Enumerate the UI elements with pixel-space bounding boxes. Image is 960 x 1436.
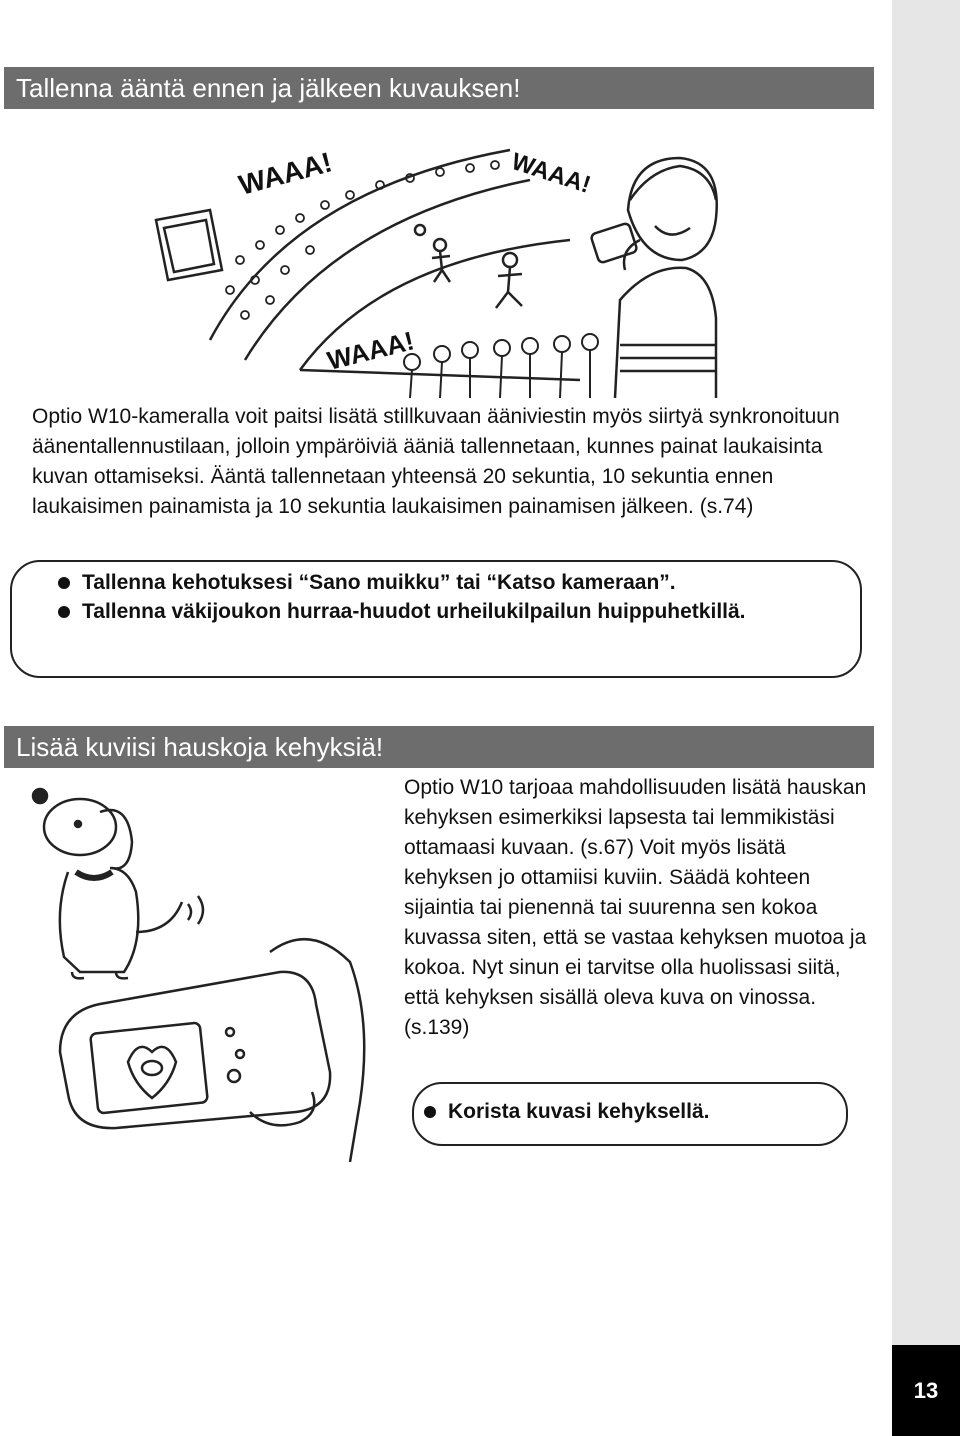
tip-text: Tallenna kehotuksesi “Sano muikku” tai “Katso kameraan”. xyxy=(82,571,676,594)
tip-text: Korista kuvasi kehyksellä. xyxy=(448,1100,710,1123)
dog-camera-frame-illustration xyxy=(20,772,390,1162)
section-heading-sound: Tallenna ääntä ennen ja jälkeen kuvauksen! xyxy=(4,67,874,109)
side-margin-strip xyxy=(892,0,960,1436)
tip-text: Tallenna väkijoukon hurraa-huudot urheilukilpailun huippuhetkillä. xyxy=(82,600,746,623)
section-heading-frames: Lisää kuviisi hauskoja kehyksiä! xyxy=(4,726,874,768)
section2-body: Optio W10 tarjoaa mahdollisuuden lisätä hauskan kehyksen esimerkiksi lapsesta tai lemmikistäsi ottamaasi kuvaan. (s.67) Voit myös lisätä kehyksen jo ottamiisi kuviin. Säädä kohteen sijaintia tai pienennä tai suurenna sen kokoa kuvassa siten, että se vastaa kehyksen muotoa ja kokoa. Nyt sinun ei tarvitse olla huolissasi siitä, että kehyksen sisällä oleva kuva on vinossa. (s.139) xyxy=(404,776,867,1039)
tip-item xyxy=(424,1098,848,1126)
shout-text-1: WAAA! xyxy=(235,146,336,201)
stadium-crowd-illustration xyxy=(150,130,730,398)
shout-text-2: WAAA! xyxy=(508,148,594,199)
tip-item xyxy=(58,569,862,597)
bullet-icon xyxy=(58,606,70,618)
shout-text-3: WAAA! xyxy=(324,325,417,376)
page-number: 13 xyxy=(892,1345,960,1436)
tip-item xyxy=(58,598,782,626)
section1-body: Optio W10-kameralla voit paitsi lisätä stillkuvaan ääniviestin myös siirtyä synkronoituun äänentallennustilaan, jolloin ympäröiviä ääniä tallennetaan, kunnes painat laukaisinta kuvan ottamiseksi. Ääntä tallennetaan yhteensä 20 sekuntia, 10 sekuntia ennen laukaisimen painamista ja 10 sekuntia laukaisimen painamisen jälkeen. (s.74) xyxy=(32,405,840,518)
bullet-icon xyxy=(424,1106,436,1118)
bullet-icon xyxy=(58,577,70,589)
